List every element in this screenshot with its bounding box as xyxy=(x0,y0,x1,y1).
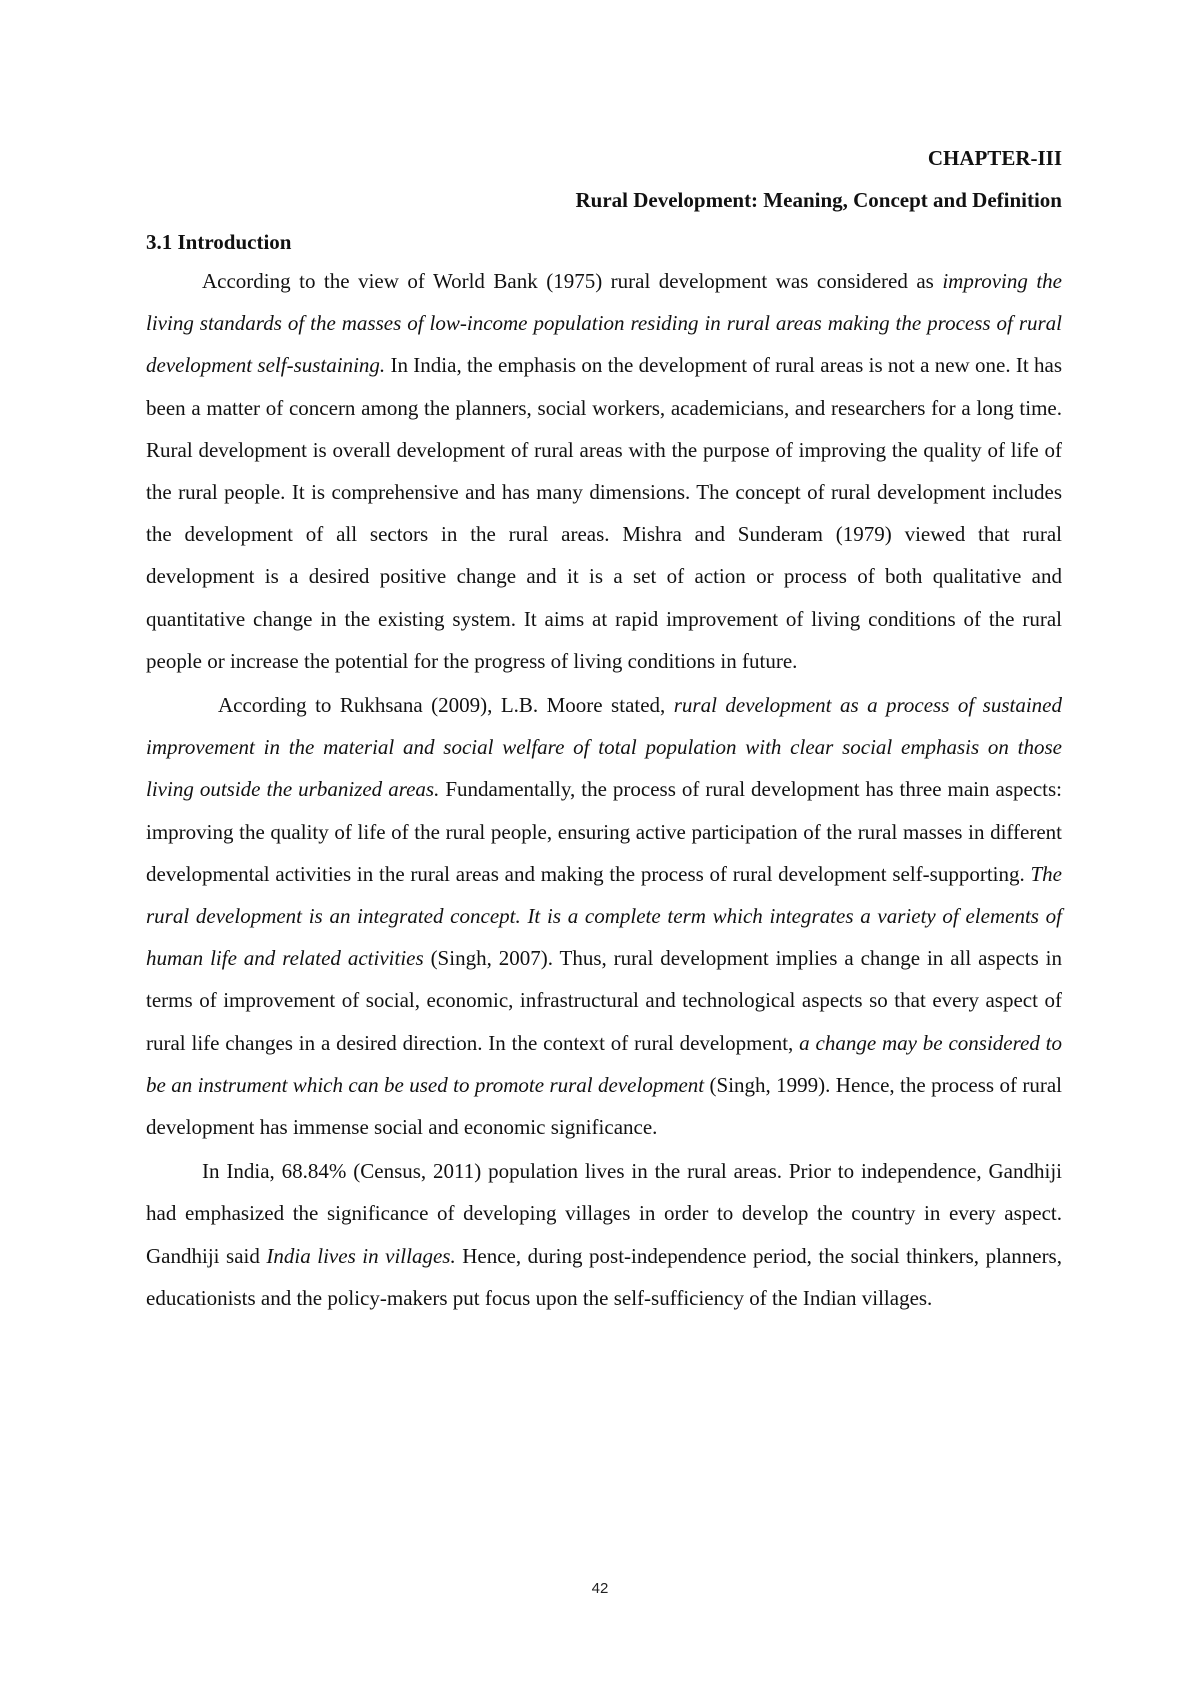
paragraph-1 xyxy=(146,260,1062,682)
quoted-definition: The rural development is an integrated concept. It is a complete term which integrates a variety of elements of human life and related activities xyxy=(146,861,1062,971)
page-number: 42 xyxy=(591,1580,609,1597)
quoted-phrase: India lives in villages. xyxy=(266,1243,456,1268)
paragraph-text: Fundamentally, the process of rural development has three main aspects: improving the quality of life of the rural people, ensuring active participation of the rural masses in different developmental activities in the rural areas and making the process of rural development self-supporting. xyxy=(146,777,1063,886)
paragraph-text: In India, the emphasis on the development of rural areas is not a new one. It has been a matter of concern among the planners, social workers, academicians, and researchers for a long time. Rural development is overall development of rural areas with the purpose of improving the quality of life of the rural people. It is comprehensive and has many dimensions. The concept of rural development includes the development of all sectors in the rural areas. Mishra and Sunderam (1979) viewed that rural development is a desired positive change and it is a set of action or process of both qualitative and quantitative change in the existing system. It aims at rapid improvement of living conditions of the rural people or increase the potential for the progress of living conditions in future. xyxy=(146,353,1062,673)
chapter-title: Rural Development: Meaning, Concept and Definition xyxy=(575,188,1062,212)
section-heading: 3.1 Introduction xyxy=(146,230,292,254)
paragraph-text: According to the view of World Bank (1975) rural development was considered as xyxy=(202,269,943,293)
paragraph-text: In India, 68.84% (Census, 2011) population lives in the rural areas. Prior to independence, Gandhiji had emphasized the significance of developing villages in order to develop the country in every aspect. Gandhiji said xyxy=(146,1159,1062,1268)
paragraph-2 xyxy=(146,684,1062,1148)
quoted-definition: improving the living standards of the masses of low-income population residing in rural areas making the process of rural development self-sustaining. xyxy=(146,269,1062,378)
paragraph-text: (Singh, 1999). Hence, the process of rural development has immense social and economic significance. xyxy=(146,1072,1062,1140)
quoted-definition: rural development as a process of sustained improvement in the material and social welfare of total population with clear social emphasis on those living outside the urbanized areas. xyxy=(146,693,1062,802)
quoted-definition: a change may be considered to be an instrument which can be used to promote rural development xyxy=(146,1030,1062,1097)
paragraph-text: According to Rukhsana (2009), L.B. Moore stated, xyxy=(218,693,674,718)
page-content xyxy=(146,144,1062,1319)
paragraph-text: (Singh, 2007). Thus, rural development implies a change in all aspects in terms of improvement of social, economic, infrastructural and technological aspects so that every aspect of rural life changes in a desired direction. In the context of rural development, xyxy=(146,946,1062,1055)
paragraph-3 xyxy=(146,1150,1062,1319)
chapter-heading: CHAPTER-III xyxy=(927,146,1062,170)
paragraph-text: Hence, during post-independence period, the social thinkers, planners, educationists and the policy-makers put focus upon the self-sufficiency of the Indian villages. xyxy=(146,1243,1062,1310)
